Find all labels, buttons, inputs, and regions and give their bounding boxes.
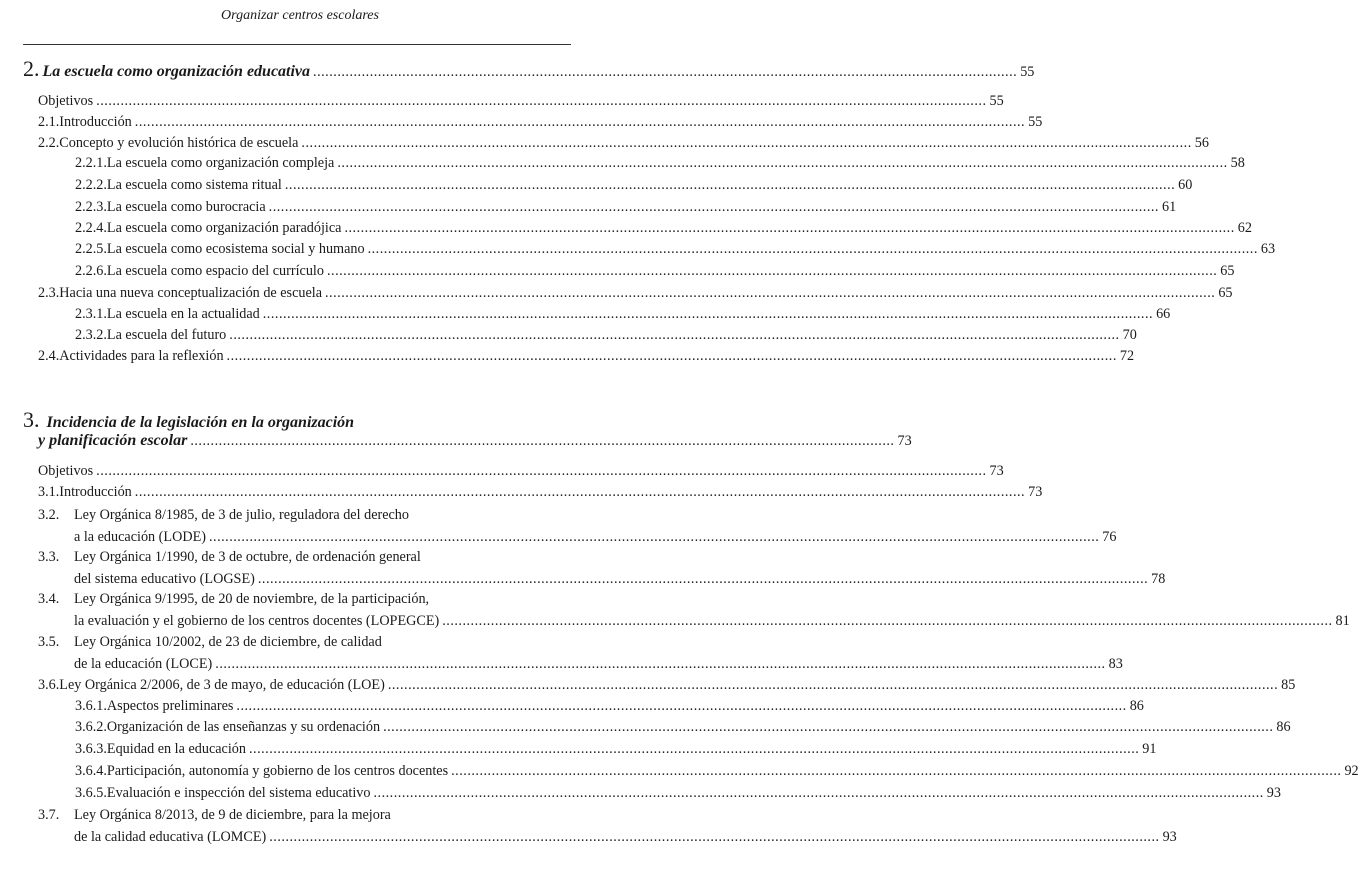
leader-dots: ............................................................................................................................................................................................................................ <box>257 571 1149 587</box>
entry-title-cont: de la calidad educativa (LOMCE) <box>74 829 267 845</box>
toc-entry[interactable] <box>75 326 1137 344</box>
page-number: 92 <box>1344 763 1359 779</box>
toc-entry[interactable] <box>38 483 1043 501</box>
leader-dots: ............................................................................................................................................................................................................................ <box>96 93 987 109</box>
leader-dots: ............................................................................................................................................................................................................................ <box>236 698 1127 714</box>
entry-title: Ley Orgánica 1/1990, de 3 de octubre, de ordenación general <box>74 549 421 565</box>
leader-dots: ............................................................................................................................................................................................................................ <box>262 306 1154 322</box>
toc-entry[interactable] <box>38 633 560 651</box>
chapter-3-heading-line2[interactable] <box>38 432 912 450</box>
page-number: 93 <box>1266 785 1281 801</box>
entry-number: 3.3. <box>38 549 60 565</box>
page-number: 56 <box>1194 135 1209 151</box>
page-number: 60 <box>1178 177 1193 193</box>
leader-dots: ............................................................................................................................................................................................................................ <box>229 327 1120 343</box>
entry-number: 2.2.2. <box>75 177 107 193</box>
toc-entry-continuation[interactable] <box>74 612 1350 630</box>
entry-title: Equidad en la educación <box>106 741 246 757</box>
toc-entry-continuation[interactable] <box>74 655 1123 673</box>
entry-title: La escuela como sistema ritual <box>106 177 282 193</box>
entry-number: 3.6.3. <box>75 741 107 757</box>
entry-title-cont: a la educación (LODE) <box>74 529 206 545</box>
entry-title: La escuela como organización compleja <box>106 155 335 171</box>
entry-number: 3.6.4. <box>75 763 107 779</box>
entry-title: Ley Orgánica 10/2002, de 23 de diciembre, de calidad <box>74 634 382 650</box>
entry-title-cont: la evaluación y el gobierno de los centros docentes (LOPEGCE) <box>74 613 440 629</box>
leader-dots: ............................................................................................................................................................................................................................ <box>269 829 1160 845</box>
entry-title: Ley Orgánica 8/1985, de 3 de julio, reguladora del derecho <box>74 507 409 523</box>
leader-dots: ............................................................................................................................................................................................................................ <box>383 719 1274 735</box>
page-number: 85 <box>1281 677 1296 693</box>
page-number: 65 <box>1220 263 1235 279</box>
entry-title: Introducción <box>59 484 132 500</box>
page-number: 62 <box>1237 220 1252 236</box>
entry-title: Actividades para la reflexión <box>59 348 224 364</box>
leader-dots: ............................................................................................................................................................................................................................ <box>248 741 1140 757</box>
page-number: 63 <box>1260 241 1276 257</box>
entry-title: Ley Orgánica 8/2013, de 9 de diciembre, para la mejora <box>74 807 391 823</box>
entry-title: La escuela como burocracia <box>106 199 266 215</box>
toc-entry-continuation[interactable] <box>74 828 1177 846</box>
toc-entry[interactable] <box>75 718 1291 736</box>
entry-number: 2.3. <box>38 285 60 301</box>
toc-entry[interactable] <box>75 784 1281 802</box>
entry-title: La escuela en la actualidad <box>106 306 260 322</box>
toc-entry[interactable] <box>75 176 1193 194</box>
entry-title: Objetivos <box>38 93 94 109</box>
chapter-2-heading[interactable] <box>23 56 1035 81</box>
toc-entry[interactable] <box>38 92 1004 110</box>
toc-entry[interactable] <box>38 134 1209 152</box>
toc-entry[interactable] <box>38 284 1233 302</box>
running-head: Organizar centros escolares <box>221 8 379 23</box>
leader-dots: ............................................................................................................................................................................................................................ <box>442 613 1333 629</box>
toc-entry[interactable] <box>38 113 1043 131</box>
entry-number: 3.2. <box>38 507 60 523</box>
chapter-3-heading[interactable] <box>23 407 354 433</box>
entry-title: Concepto y evolución histórica de escuela <box>59 135 299 151</box>
page-number: 55 <box>1020 64 1035 80</box>
entry-number: 3.6.1. <box>75 698 107 714</box>
entry-number: 3.4. <box>38 591 60 607</box>
toc-entry[interactable] <box>75 219 1252 237</box>
leader-dots: ............................................................................................................................................................................................................................ <box>215 656 1106 672</box>
entry-title: La escuela como espacio del currículo <box>106 263 324 279</box>
entry-number: 2.2.4. <box>75 220 107 236</box>
entry-title: Evaluación e inspección del sistema educativo <box>106 785 371 801</box>
leader-dots: ............................................................................................................................................................................................................................ <box>337 155 1228 171</box>
page-number: 78 <box>1151 571 1166 587</box>
entry-number: 3.5. <box>38 634 60 650</box>
entry-title: Aspectos preliminares <box>106 698 234 714</box>
entry-number: 2.3.1. <box>75 306 107 322</box>
toc-entry[interactable] <box>75 154 1245 172</box>
toc-entry-continuation[interactable] <box>74 528 1117 546</box>
toc-entry[interactable] <box>38 506 560 524</box>
entry-number: 2.2.6. <box>75 263 107 279</box>
entry-title: Ley Orgánica 2/2006, de 3 de mayo, de educación (LOE) <box>59 677 385 693</box>
leader-dots: ............................................................................................................................................................................................................................ <box>367 241 1258 257</box>
page-number: 73 <box>989 463 1004 479</box>
header-rule <box>23 44 571 45</box>
entry-number: 2.2.3. <box>75 199 107 215</box>
page-number: 86 <box>1276 719 1291 735</box>
toc-entry[interactable] <box>75 240 1276 258</box>
leader-dots: ............................................................................................................................................................................................................................ <box>268 199 1159 215</box>
entry-number: 2.2. <box>38 135 60 151</box>
entry-number: 3.7. <box>38 807 60 823</box>
entry-number: 3.6. <box>38 677 60 693</box>
leader-dots: ............................................................................................................................................................................................................................ <box>96 463 987 479</box>
toc-entry[interactable] <box>38 676 1296 694</box>
entry-number: 3.6.2. <box>75 719 107 735</box>
leader-dots: ............................................................................................................................................................................................................................ <box>451 763 1342 779</box>
page-number: 61 <box>1161 199 1177 215</box>
page-number: 58 <box>1230 155 1245 171</box>
toc-entry-continuation[interactable] <box>74 570 1166 588</box>
toc-entry[interactable] <box>38 590 560 608</box>
toc-entry[interactable] <box>75 740 1157 758</box>
chapter-title-line1: Incidencia de la legislación en la organización <box>46 414 355 431</box>
page-number: 66 <box>1156 306 1171 322</box>
entry-title: Participación, autonomía y gobierno de los centros docentes <box>106 763 449 779</box>
entry-title: Introducción <box>59 114 132 130</box>
entry-number: 2.1. <box>38 114 60 130</box>
page-number: 83 <box>1108 656 1123 672</box>
entry-title-cont: de la educación (LOCE) <box>74 656 213 672</box>
chapter-title-line2: y planificación escolar <box>38 432 188 449</box>
toc-entry[interactable] <box>38 806 560 824</box>
entry-title: Objetivos <box>38 463 94 479</box>
entry-title: Ley Orgánica 9/1995, de 20 de noviembre, de la participación, <box>74 591 430 607</box>
leader-dots: ............................................................................................................................................................................................................................ <box>301 135 1192 151</box>
entry-number: 3.6.5. <box>75 785 107 801</box>
leader-dots: ............................................................................................................................................................................................................................ <box>326 263 1218 279</box>
toc-entry[interactable] <box>75 198 1177 216</box>
leader-dots: ............................................................................................................................................................................................................................ <box>373 785 1264 801</box>
toc-entry[interactable] <box>38 347 1135 365</box>
entry-number: 2.4. <box>38 348 60 364</box>
entry-title-cont: del sistema educativo (LOGSE) <box>74 571 255 587</box>
page-number: 86 <box>1129 698 1144 714</box>
page-number: 70 <box>1122 327 1137 343</box>
leader-dots: ............................................................................................................................................................................................................................ <box>208 529 1100 545</box>
page-number: 81 <box>1335 613 1350 629</box>
entry-title: La escuela del futuro <box>106 327 227 343</box>
entry-title: Hacia una nueva conceptualización de escuela <box>59 285 322 301</box>
page-number: 55 <box>989 93 1004 109</box>
page-number: 73 <box>897 433 912 449</box>
chapter-title: La escuela como organización educativa <box>42 63 311 80</box>
entry-title: Organización de las enseñanzas y su ordenación <box>106 719 381 735</box>
leader-dots: .............................................................................................................................................................................. <box>190 433 895 449</box>
leader-dots: ............................................................................................................................................................................................................................ <box>284 177 1176 193</box>
page-number: 91 <box>1142 741 1157 757</box>
toc-entry[interactable] <box>75 262 1235 280</box>
leader-dots: ............................................................................................................................................................................................................................ <box>344 220 1235 236</box>
toc-entry[interactable] <box>38 462 1004 480</box>
leader-dots: ............................................................................................................................................................................................................................ <box>325 285 1216 301</box>
entry-title: La escuela como organización paradójica <box>106 220 342 236</box>
toc-entry[interactable] <box>75 697 1144 715</box>
leader-dots: ............................................................................................................................................................................................................................ <box>226 348 1117 364</box>
page-number: 65 <box>1218 285 1233 301</box>
toc-entry[interactable] <box>75 762 1359 780</box>
page-number: 73 <box>1028 484 1043 500</box>
entry-title: La escuela como ecosistema social y humano <box>106 241 365 257</box>
leader-dots: ............................................................................................................................................................................................................................ <box>134 484 1026 500</box>
toc-entry[interactable] <box>75 305 1171 323</box>
page-number: 72 <box>1119 348 1135 364</box>
leader-dots: .............................................................................................................................................................................. <box>313 64 1018 80</box>
toc-entry[interactable] <box>38 548 560 566</box>
chapter-number: 3. <box>23 407 40 432</box>
entry-number: 2.3.2. <box>75 327 107 343</box>
page-number: 55 <box>1028 114 1043 130</box>
leader-dots: ............................................................................................................................................................................................................................ <box>387 677 1279 693</box>
entry-number: 3.1. <box>38 484 60 500</box>
page-number: 93 <box>1162 829 1177 845</box>
entry-number: 2.2.5. <box>75 241 107 257</box>
leader-dots: ............................................................................................................................................................................................................................ <box>134 114 1026 130</box>
page-number: 76 <box>1102 529 1117 545</box>
chapter-number: 2. <box>23 56 40 81</box>
entry-number: 2.2.1. <box>75 155 107 171</box>
